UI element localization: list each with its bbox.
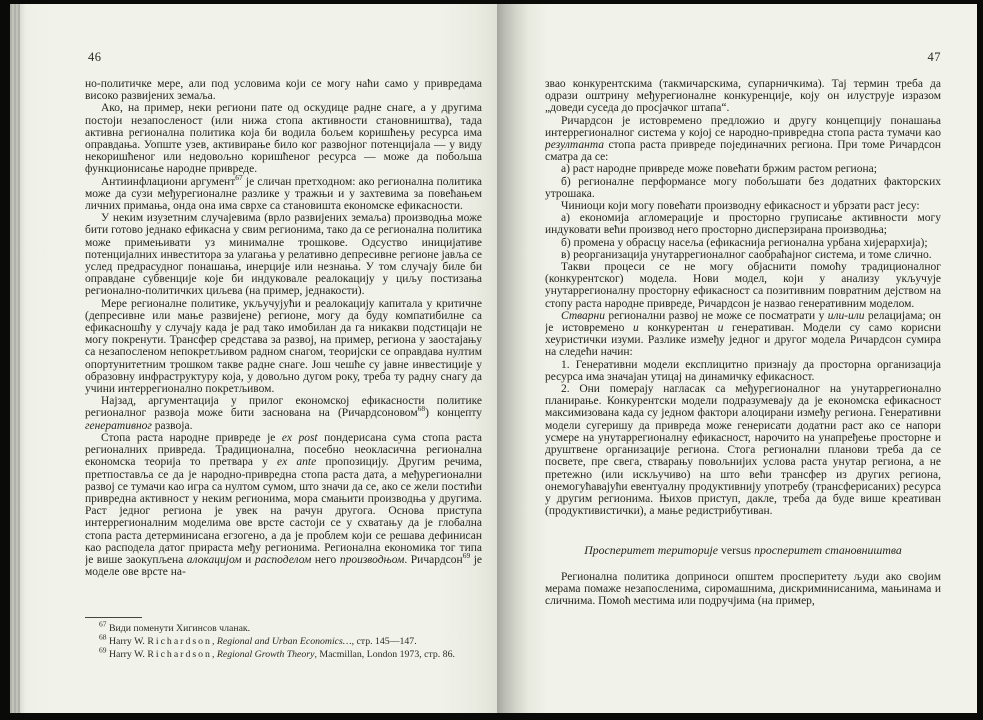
text-segment: 67 — [99, 619, 107, 629]
text-segment: Стопа раста народне привреде је — [101, 431, 282, 444]
text-segment: но-политичке мере, али под условима који се могу наћи само у привредама високо развијених земаља. — [85, 78, 482, 103]
right-page-body — [545, 78, 941, 650]
text-segment: просперитет становништва — [754, 543, 902, 558]
text-segment: релацијама; он је истовремено — [545, 309, 941, 335]
text-segment: Чиниоци који могу повећати производну ефикасност и убрзати раст јесу: — [561, 200, 920, 213]
text-segment: в) реорганизација унутаррегионалног саобраћајног система, и томе слично. — [561, 248, 932, 261]
page-right — [497, 4, 977, 713]
paragraph — [545, 78, 941, 115]
text-segment: 67 — [235, 172, 243, 182]
paragraph — [545, 383, 941, 517]
text-segment: или-или — [827, 309, 865, 322]
text-segment: 68 — [417, 404, 426, 414]
text-segment: алокацијом — [186, 553, 242, 566]
paragraph — [545, 115, 941, 164]
paragraph — [85, 78, 482, 102]
text-segment: Просперитет територије — [584, 543, 719, 558]
page-edge-stack — [10, 4, 20, 713]
text-segment: генеративан. Модели су само корисни хеуристички изуми. Разлике између једног и другог модела Ричардсон сумира на следећи начин: — [545, 322, 941, 359]
text-segment: расподелом — [254, 553, 312, 566]
text-segment: стопа раста привреде појединачних региона. При томе Ричардсон сматра да се: — [545, 139, 941, 164]
text-segment: Harry W. — [106, 636, 148, 648]
text-segment: производњом — [339, 553, 405, 566]
text-segment: , Macmillan, London 1973, стр. 86. — [314, 649, 455, 661]
text-segment: ex post — [281, 431, 318, 444]
paragraph — [85, 298, 482, 396]
page-number-right: 47 — [927, 50, 941, 64]
text-segment: и — [241, 553, 255, 566]
text-segment: резултанта — [545, 139, 605, 152]
text-segment: versus — [718, 543, 755, 558]
paragraph — [85, 102, 482, 175]
page-left — [10, 4, 497, 713]
text-segment: Антиинфлациони аргумент — [101, 175, 236, 188]
text-segment: конкурентан — [638, 322, 718, 335]
text-segment: и — [717, 322, 724, 335]
text-segment: Најзад, аргументација у прилог економској ефикасности политике регионалног развоја може бити заснована на (Ричардсоновом — [85, 395, 482, 420]
text-segment: Такви процеси се не могу објаснити помоћу традиционалног (конкурентског) модела. Нови модел, који у анализу укључује унутаррегионалну просторну ефикасност са позитивним повратним дејством на стопу раста народне привреде, Ричардсон је назвао генеративним моделом. — [545, 261, 941, 310]
paragraph — [545, 571, 941, 608]
text-segment: Регионална политика доприноси општем просперитету људи ако својим мерама помаже незапосленима, сиромашнима, дискриминисанима, мањинама и сличнима. Помоћ местима или подручјима (на пример, — [545, 570, 941, 607]
text-segment: звао конкурентскима (такмичарскима, супарничкима). Тај термин треба да одрази оштрину међурегионалне конкуренције, коју он илуструје изразом „доведи суседа до просјачког штапа“. — [545, 78, 941, 115]
paragraph — [545, 163, 941, 175]
text-segment: Regional Growth Theory — [216, 649, 315, 661]
text-segment: а) економија агломерације и просторно груписање активности могу индуковати већи производ него просторно дисперзирана производња; — [545, 212, 941, 237]
text-segment: ) концепту — [425, 407, 482, 420]
text-segment: Ако, на пример, неки региони пате од оскудице радне снаге, а у другима постоји незапосленост (или нижа стопа активности становништва), тада активна регионална политика која би водила бољем коришћењу ресурса има оправдања. Уопште узев, активирање било ког развојног потенцијала — у виду некоришћеног или недовољно коришћеног ресурса — може да побољша функционисање народне привреде. — [85, 102, 482, 176]
text-segment: а) раст народне привреде може повећати бржим растом региона; — [561, 163, 877, 176]
text-segment: Richardson — [147, 649, 212, 661]
footnote-separator — [85, 617, 142, 618]
text-segment: Стварни — [561, 309, 606, 322]
paragraph — [85, 648, 489, 661]
text-segment: У неким изузетним случајевима (врло развијених земаља) производња може бити готово једнако ефикасна у свим регионима, тако да се регионална политика може примењивати уз минималне трошкове. Одсуство иницијативе потенцијалних инвеститора за улагања у релативно депресивне регионе јавља се услед предрасудног понашања, инерције или незнања. У том случају биле би оправдане субвенције које би индуковале реалокацију у циљу постизања регионално-политичких циљева (на пример, једнакости). — [85, 212, 482, 298]
section-heading — [551, 544, 935, 556]
text-segment: 69 — [462, 551, 471, 561]
page-number-left: 46 — [88, 50, 102, 64]
left-page-footnotes — [85, 619, 489, 662]
text-segment: б) промена у обрасцу насеља (ефикаснија регионална урбана хијерархија); — [561, 236, 928, 249]
text-segment: , стр. 145—147. — [351, 636, 417, 648]
text-segment: него — [311, 553, 340, 566]
paragraph — [545, 310, 941, 359]
text-segment: Harry W. — [106, 649, 148, 661]
paragraph — [545, 237, 941, 249]
text-segment: и — [633, 322, 639, 335]
text-segment: развоја. — [151, 419, 193, 432]
text-segment: Ричардсон је истовремено предложио и другу концепцију понашања интеррегионалног система у којој се народно-привредна стопа раста тумачи као — [545, 114, 941, 139]
paragraph — [85, 395, 482, 432]
paragraph — [545, 359, 941, 383]
text-segment: . Ричардсон — [404, 553, 463, 566]
text-segment: је моделе ове врсте на- — [85, 553, 482, 579]
text-segment: је сличан претходном: ако регионална политика може да сузи међурегионалне разлике у тражњи и у захтевима за повећањем личних примања, онда она има сврхе са становишта економске ефикасности. — [85, 175, 482, 213]
text-segment: Мере регионалне политике, укључујући и реалокацију капитала у критичне (депресивне или мање развијене) регионе, могу да буду компатибилне са ефикасношћу у случају када је рад тако имобилан да га никакви подстицаји не могу покренути. Трансфер средстава за развој, на пример, региона у заостајању са незапосленом непокретљивом радном снагом, теоријски се оправдава нултим опортунитетним трошком такве радне снаге. Још чешће су јавне инвестиције у образовну инфраструктуру која, у довољно дугом року, треба ту радну снагу да учини интеррегионално покретљивом. — [85, 297, 482, 396]
text-segment: , — [211, 636, 217, 648]
text-segment: пондерисана сума стопа раста регионалних привреда. Традиционална, посебно неокласична регионална економска теорија то претвара у — [85, 431, 482, 469]
text-segment: регионални развој не може се посматрати у — [605, 309, 828, 322]
text-segment: 68 — [99, 632, 107, 642]
text-segment: , — [211, 649, 217, 661]
paragraph — [85, 172, 482, 213]
text-segment: пропозицију. Другим речима, претпоставља се да је народно-привредна стопа раста дата, а међурегионални развој се тумачи као игра са нултом сумом, што значи да се, ако се жели постићи привредна активност у неким регионима, мора смањити производња у другима. Раст једног региона је увек на рачун другога. Основа приступа интеррегионалним моделима ове врсте састоји се у схватању да је глобална стопа раста детерминисана егзогено, а да је проблем који се решава дефинисан као расподела датог прираста међу регионима. Регионална економика тог типа је више заокупљена — [85, 456, 482, 566]
text-segment: б) регионалне перформансе могу побољшати без додатних факторских утрошака. — [545, 175, 941, 200]
paragraph — [545, 212, 941, 236]
paragraph — [545, 261, 941, 310]
text-segment: Richardson — [147, 636, 212, 648]
text-segment: Regional and Urban Economics… — [216, 636, 352, 648]
paragraph — [545, 249, 941, 261]
text-segment: 2. Они померају нагласак са међурегионалног на унутаррегионално планирање. Конкурентски модели подразумевају да је економска ефикасност максимизована када су једном фактори алоцирани између региона. Генеративни модели сугеришу да привреда може генерисати додатни раст ако се напори усмере на унутаррегионалну ефикасност, нарочито на унапређење просторне и друштвене организације региона. Стога регионални планови треба да се посвете, пре свега, стварању повољнијих услова раста унутар региона, а не претежно (или искључиво) на што већи трансфер из других региона, онемогућавајући евентуалну продуктивнију употребу (трансферисаних) ресурса у другим регионима. Њихов приступ, дакле, треба да буде више креативан (продуктивистички), а мање редистрибутиван. — [545, 383, 941, 518]
text-segment: 69 — [99, 646, 107, 656]
text-segment: Види поменути Хигинсов чланак. — [106, 623, 251, 634]
paragraph — [85, 432, 482, 578]
paragraph — [85, 619, 489, 635]
text-segment: ex ante — [277, 456, 317, 469]
paragraph — [85, 632, 489, 648]
paragraph — [85, 212, 482, 297]
paragraph — [545, 200, 941, 212]
left-page-body — [85, 78, 482, 614]
text-segment: генеративног — [85, 419, 152, 432]
paragraph — [545, 176, 941, 200]
text-segment: 1. Генеративни модели експлицитно признају да просторна организација ресурса има значајан утицај на динамичку ефикасност. — [545, 358, 941, 383]
